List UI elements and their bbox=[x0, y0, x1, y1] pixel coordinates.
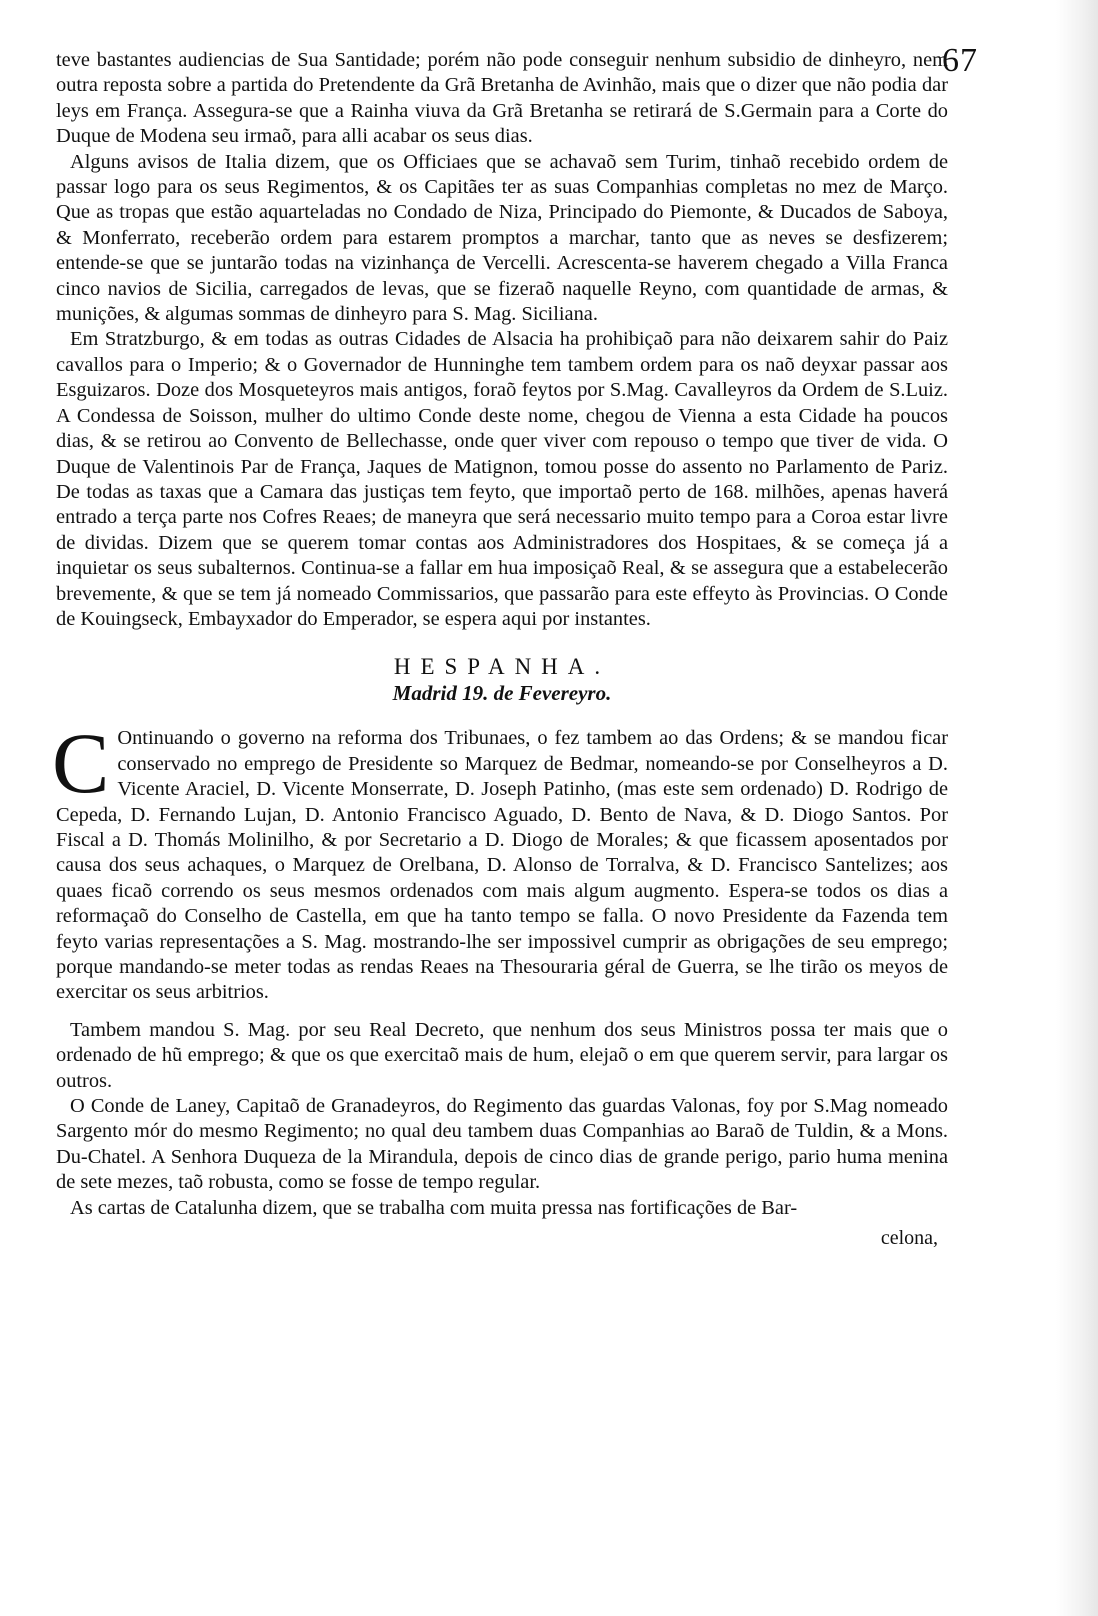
paragraph: Tambem mandou S. Mag. por seu Real Decreto, que nenhum dos seus Ministros possa ter mais que o ordenado de hũ emprego; & que os que exercitaõ mais de hum, elejaõ o em que querem servir, para largar os outros. bbox=[56, 1018, 948, 1092]
paragraph-text: Ontinuando o governo na reforma dos Tribunaes, o fez tambem ao das Ordens; & se mandou ficar conservado no emprego de Presidente so Marquez de Bedmar, nomeando-se por Conselheyros a D. Vicente Araciel, D. Vicente Monserrate, D. Joseph Patinho, (mas este sem ordenado) D. Rodrigo de Cepeda, D. Fernando Lujan, D. Antonio Francisco Aguado, D. Bento de Nava, & D. Diogo Santos. Por Fiscal a D. Thomás Molinilho, & por Secretario a D. Diogo de Morales; & que ficassem aposentados por causa dos seus achaques, o Marquez de Orelbana, D. Alonso de Torralva, & D. Francisco Santelizes; aos quaes ficaõ correndo os seus mesmos ordenados com mais algum augmento. Espera-se todos os dias a reformaçaõ do Conselho de Castella, em que ha tanto tempo se falla. O novo Presidente da Fazenda tem feyto varias representações a S. Mag. mostrando-lhe ser impossivel cumprir as obrigações de seu emprego; porque mandando-se meter todas as rendas Reaes na Thesouraria géral de Guerra, se lhe tirão os meyos de exercitar os seus arbitrios. bbox=[56, 727, 948, 1004]
paragraph-with-drop-cap bbox=[52, 715, 948, 1005]
dateline: Madrid 19. de Fevereyro. bbox=[392, 681, 612, 706]
catchword: celona, bbox=[880, 1227, 938, 1250]
paragraph: Em Stratzburgo, & em todas as outras Cidades de Alsacia ha prohibiçaõ para não deixarem sahir do Paiz cavallos para o Imperio; & o Governador de Hunninghe tem tambem ordem para os naõ deyxar passar aos Esguizaros. Doze dos Mosqueteyros mais antigos, foraõ feytos por S.Mag. Cavalleyros da Ordem de S.Luiz. A Condessa de Soisson, mulher do ultimo Conde deste nome, chegou de Vienna a esta Cidade ha poucos dias, & se retirou ao Convento de Bellechasse, onde quer viver com repouso o tempo que tiver de vida. O Duque de Valentinois Par de França, Jaques de Matignon, tomou posse do assento no Parlamento de Pariz. De todas as taxas que a Camara das justiças tem feyto, que importaõ perto de 168. milhões, apenas haverá entrado a terça parte nos Cofres Reaes; de maneyra que será necessario muito tempo para a Coroa estar livre de dividas. Dizem que se querem tomar contas aos Administradores dos Hospitaes, & se começa já a inquietar os seus subalternos. Continua-se a fallar em hua imposiçaõ Real, & se assegura que a estabelecerão brevemente, & que se tem já nomeado Commissarios, que passarão para este effeyto às Provincias. O Conde de Kouingseck, Embayxador do Emperador, se espera aqui por instantes. bbox=[56, 328, 948, 630]
paragraph: Alguns avisos de Italia dizem, que os Officiaes que se achavaõ sem Turim, tinhaõ recebido ordem de passar logo para os seus Regimentos, & os Capitães ter as suas Companhias completas no mez de Março. Que as tropas que estão aquarteladas no Condado de Niza, Principado do Piemonte, & Ducados de Saboya, & Monferrato, receberão ordem para estarem promptos a marchar, tanto que as neves se desfizerem; entende-se que se juntarão todas na vizinhança de Vercelli. Acrescenta-se haverem chegado a Villa Franca cinco navios de Sicilia, carregados de levas, que se fizeraõ naquelle Reyno, com quantidade de armas, & munições, & algumas sommas de dinheyro para S. Mag. Siciliana. bbox=[56, 150, 948, 326]
section-title: HESPANHA. bbox=[393, 654, 611, 680]
paragraph: As cartas de Catalunha dizem, que se trabalha com muita pressa nas fortificações de Bar- bbox=[70, 1196, 798, 1219]
page-edge-shadow bbox=[1056, 0, 1098, 1616]
paragraph: O Conde de Laney, Capitaõ de Granadeyros, do Regimento das guardas Valonas, foy por S.Mag nomeado Sargento mór do mesmo Regimento; no qual deu tambem duas Companhias ao Baraõ de Tuldin, & a Mons. Du-Chatel. A Senhora Duqueza de la Mirandula, depois de cinco dias de grande perigo, pario huma menina de sete mezes, taõ robusta, como se fosse de tempo regular. bbox=[56, 1095, 948, 1194]
section-header bbox=[56, 654, 948, 706]
article-spain bbox=[52, 715, 948, 1251]
paragraph: teve bastantes audiencias de Sua Santidade; porém não pode conseguir nenhum subsidio de dinheyro, nem outra reposta sobre a partida do Pretendente da Grã Bretanha de Avinhão, mais que o dizer que não podia dar leys em França. Assegura-se que a Rainha viuva da Grã Bretanha se retirará de S.Germain para a Corte do Duque de Modena seu irmaõ, para alli acabar os seus dias. bbox=[56, 49, 948, 148]
article-continuation bbox=[56, 48, 948, 632]
drop-cap: C bbox=[52, 715, 110, 812]
page-number: 67 bbox=[942, 42, 978, 79]
